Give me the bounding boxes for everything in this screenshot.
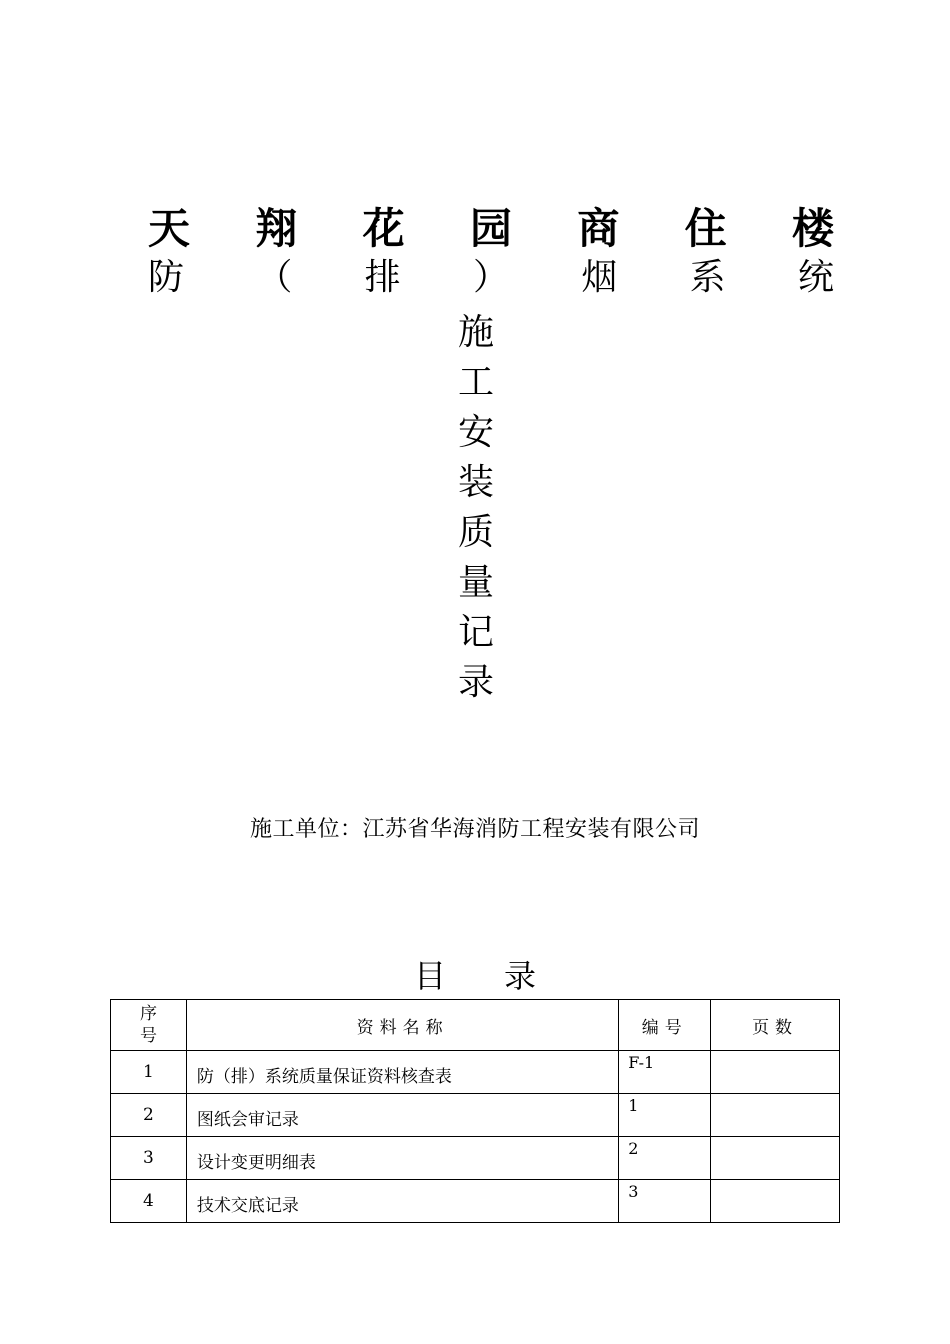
table-row — [111, 1180, 840, 1223]
row-name: 防（排）系统质量保证资料核查表 — [186, 1051, 618, 1094]
title-char: （ — [256, 257, 293, 298]
toc-table — [110, 999, 840, 1223]
construction-company: 施工单位：江苏省华海消防工程安装有限公司 — [249, 817, 700, 842]
row-code: F-1 — [619, 1051, 711, 1094]
header-no — [111, 1000, 187, 1051]
row-no: 2 — [111, 1094, 187, 1137]
title-char: 烟 — [581, 257, 618, 298]
title-char: 防 — [148, 257, 185, 298]
subtitle-char: 工 — [457, 362, 494, 403]
header-no-text: 序号 — [139, 1004, 157, 1046]
title-char: 天 — [148, 204, 191, 253]
title-char: 商 — [577, 204, 620, 253]
table-row — [111, 1137, 840, 1180]
title-char: ） — [472, 257, 509, 298]
row-name: 设计变更明细表 — [186, 1137, 618, 1180]
row-code: 2 — [619, 1137, 711, 1180]
cover-title-line-2 — [148, 257, 834, 298]
subtitle-char: 装 — [457, 462, 494, 503]
row-no: 4 — [111, 1180, 187, 1223]
cover-subtitle-vertical — [454, 308, 498, 708]
title-char: 园 — [469, 204, 512, 253]
subtitle-char: 质 — [457, 512, 494, 553]
header-pages: 页数 — [711, 1000, 840, 1051]
subtitle-char: 量 — [457, 562, 494, 603]
title-char: 系 — [689, 257, 726, 298]
table-row — [111, 1051, 840, 1094]
row-no: 1 — [111, 1051, 187, 1094]
title-char: 统 — [797, 257, 834, 298]
subtitle-char: 录 — [457, 662, 494, 703]
row-name: 图纸会审记录 — [186, 1094, 618, 1137]
row-pages — [711, 1094, 840, 1137]
title-char: 住 — [684, 204, 727, 253]
title-char: 排 — [364, 257, 401, 298]
cover-title-line-1 — [148, 204, 834, 253]
row-pages — [711, 1180, 840, 1223]
table-header-row — [111, 1000, 840, 1051]
row-pages — [711, 1051, 840, 1094]
table-row — [111, 1094, 840, 1137]
title-char: 楼 — [791, 204, 834, 253]
toc-title-char: 录 — [504, 957, 537, 995]
row-name: 技术交底记录 — [186, 1180, 618, 1223]
subtitle-char: 施 — [457, 312, 494, 353]
subtitle-char: 安 — [457, 412, 494, 453]
header-code: 编号 — [619, 1000, 711, 1051]
row-no: 3 — [111, 1137, 187, 1180]
toc-title-char: 目 — [413, 957, 446, 995]
row-code: 1 — [619, 1094, 711, 1137]
row-code: 3 — [619, 1180, 711, 1223]
subtitle-char: 记 — [457, 612, 494, 653]
title-char: 翔 — [255, 204, 298, 253]
title-char: 花 — [362, 204, 405, 253]
toc-title — [0, 956, 950, 996]
row-pages — [711, 1137, 840, 1180]
header-name: 资料名称 — [186, 1000, 618, 1051]
